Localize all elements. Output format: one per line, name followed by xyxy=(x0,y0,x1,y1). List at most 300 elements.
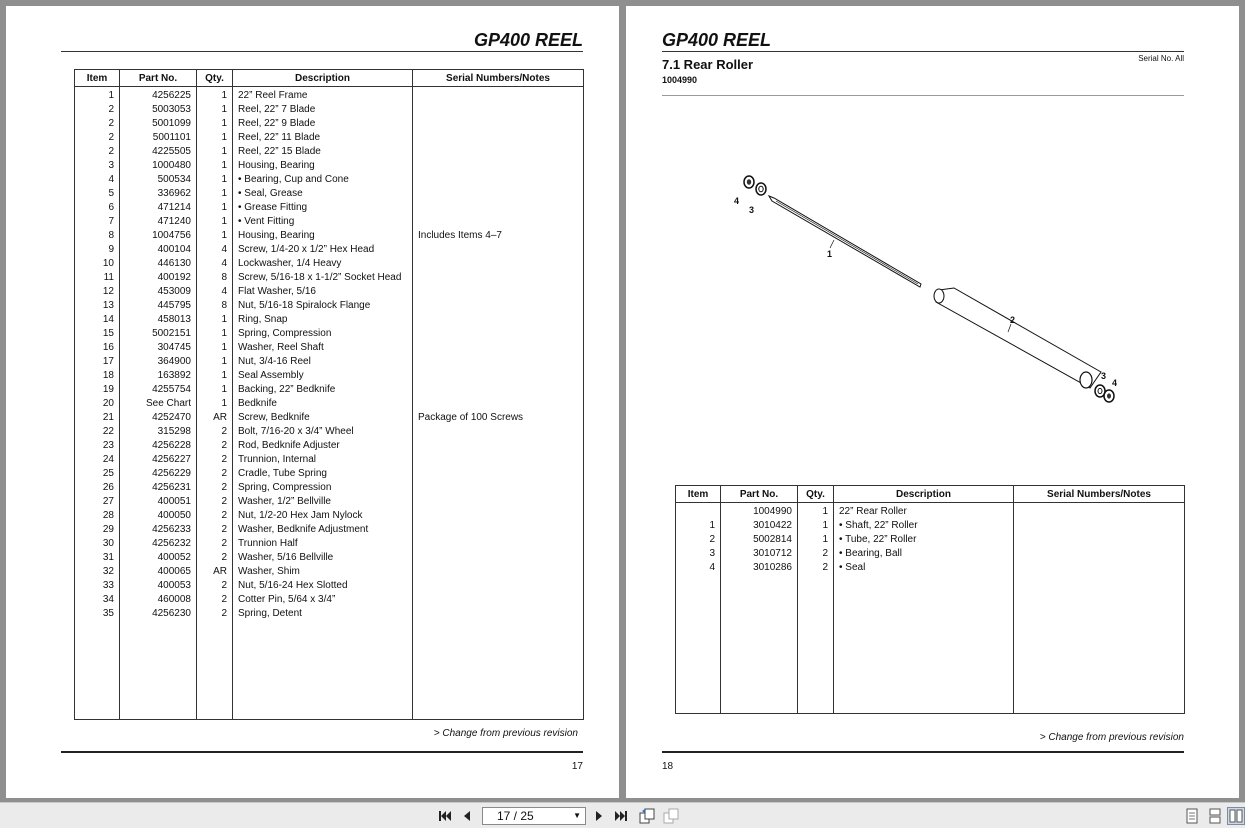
cell-serial-notes xyxy=(413,467,584,481)
next-page-icon xyxy=(594,810,604,822)
cell-qty: 1 xyxy=(197,327,233,341)
viewer-toolbar xyxy=(0,802,1245,828)
cell-qty: 2 xyxy=(197,453,233,467)
cell-part-no: 4256228 xyxy=(120,439,197,453)
cell-qty: 1 xyxy=(197,159,233,173)
next-page-button[interactable] xyxy=(590,807,608,825)
cell-description: Bolt, 7/16-20 x 3/4” Wheel xyxy=(233,425,413,439)
cell-part-no: 4256230 xyxy=(120,607,197,621)
cell-qty: 2 xyxy=(197,481,233,495)
cell-description: Bedknife xyxy=(233,397,413,411)
cell-part-no: 163892 xyxy=(120,369,197,383)
table-row xyxy=(75,509,584,523)
cell-serial-notes xyxy=(413,495,584,509)
cell-serial-notes xyxy=(413,341,584,355)
cell-part-no: 458013 xyxy=(120,313,197,327)
cell-serial-notes xyxy=(1014,547,1185,561)
cell-item: 25 xyxy=(75,467,120,481)
cell-description: Reel, 22” 9 Blade xyxy=(233,117,413,131)
cell-serial-notes xyxy=(1014,561,1185,575)
cell-part-no: 1000480 xyxy=(120,159,197,173)
filler-cell xyxy=(413,621,584,720)
cell-qty: 1 xyxy=(197,369,233,383)
cell-part-no: 471240 xyxy=(120,215,197,229)
column-header-item: Item xyxy=(75,70,120,87)
filler-cell xyxy=(120,621,197,720)
cell-item: 13 xyxy=(75,299,120,313)
column-header-description: Description xyxy=(834,486,1014,503)
cell-description: • Vent Fitting xyxy=(233,215,413,229)
cell-serial-notes xyxy=(413,299,584,313)
cell-item: 34 xyxy=(75,593,120,607)
column-header-serial-notes: Serial Numbers/Notes xyxy=(413,70,584,87)
cell-item: 2 xyxy=(75,117,120,131)
parts-table xyxy=(74,69,584,720)
two-page-icon xyxy=(1229,809,1243,823)
cell-description: Screw, 1/4-20 x 1/2” Hex Head xyxy=(233,243,413,257)
cell-serial-notes xyxy=(413,481,584,495)
cell-qty: 8 xyxy=(197,271,233,285)
section-rule xyxy=(662,95,1184,96)
cell-part-no: 3010286 xyxy=(721,561,798,575)
single-page-icon xyxy=(1186,808,1198,824)
cell-part-no: See Chart xyxy=(120,397,197,411)
cell-serial-notes xyxy=(413,159,584,173)
table-row xyxy=(75,495,584,509)
cell-part-no: 445795 xyxy=(120,299,197,313)
rear-roller-diagram xyxy=(726,166,1126,406)
cell-serial-notes xyxy=(413,87,584,104)
seal-part-hole xyxy=(747,179,751,185)
cell-serial-notes xyxy=(413,243,584,257)
copy-button[interactable] xyxy=(662,807,680,825)
cell-item: 17 xyxy=(75,355,120,369)
cell-description: Cotter Pin, 5/64 x 3/4” xyxy=(233,593,413,607)
footer-rule xyxy=(662,751,1184,753)
cell-item: 10 xyxy=(75,257,120,271)
table-row xyxy=(75,327,584,341)
table-row xyxy=(75,117,584,131)
cell-qty: 1 xyxy=(197,383,233,397)
section-title: 7.1 Rear Roller xyxy=(662,57,754,72)
cell-description: Reel, 22” 15 Blade xyxy=(233,145,413,159)
cell-qty: 2 xyxy=(197,523,233,537)
filler-cell xyxy=(1014,575,1185,714)
cell-description: • Shaft, 22” Roller xyxy=(834,519,1014,533)
rotate-icon xyxy=(639,808,655,824)
continuous-view-button[interactable] xyxy=(1206,807,1224,825)
prev-page-button[interactable] xyxy=(458,807,476,825)
cell-part-no: 500534 xyxy=(120,173,197,187)
cell-item: 31 xyxy=(75,551,120,565)
cell-description: Nut, 5/16-18 Spiralock Flange xyxy=(233,299,413,313)
cell-qty: 1 xyxy=(798,519,834,533)
continuous-icon xyxy=(1209,808,1221,824)
cell-item: 28 xyxy=(75,509,120,523)
cell-serial-notes xyxy=(413,551,584,565)
cell-part-no: 453009 xyxy=(120,285,197,299)
page-18 xyxy=(626,6,1239,798)
seal-part-2-hole xyxy=(1107,393,1111,398)
cell-part-no: 460008 xyxy=(120,593,197,607)
parts-table xyxy=(675,485,1185,714)
header-rule xyxy=(61,51,583,52)
prev-page-icon xyxy=(462,810,472,822)
cell-serial-notes xyxy=(413,607,584,621)
cell-part-no: 4256227 xyxy=(120,453,197,467)
cell-description: Reel, 22” 11 Blade xyxy=(233,131,413,145)
table-row xyxy=(75,411,584,425)
table-row xyxy=(75,257,584,271)
cell-part-no: 4225505 xyxy=(120,145,197,159)
cell-serial-notes xyxy=(413,397,584,411)
table-row xyxy=(75,467,584,481)
bearing-part-2-hole xyxy=(1098,388,1102,393)
table-row xyxy=(75,229,584,243)
cell-description: Nut, 5/16-24 Hex Slotted xyxy=(233,579,413,593)
cell-item: 1 xyxy=(676,519,721,533)
cell-item: 2 xyxy=(75,145,120,159)
cell-part-no: 4256225 xyxy=(120,87,197,104)
cell-description: Rod, Bedknife Adjuster xyxy=(233,439,413,453)
cell-item: 2 xyxy=(676,533,721,547)
cell-item: 22 xyxy=(75,425,120,439)
table-row xyxy=(75,187,584,201)
column-header-qty: Qty. xyxy=(197,70,233,87)
table-filler-row xyxy=(75,621,584,720)
two-page-view-button[interactable] xyxy=(1227,807,1245,825)
page-number: 17 xyxy=(571,761,583,772)
cell-description: Nut, 3/4-16 Reel xyxy=(233,355,413,369)
cell-description: Washer, 5/16 Bellville xyxy=(233,551,413,565)
cell-description: • Bearing, Ball xyxy=(834,547,1014,561)
table-row xyxy=(676,519,1185,533)
cell-part-no: 400050 xyxy=(120,509,197,523)
table-row xyxy=(75,355,584,369)
tube-end-left xyxy=(934,289,944,303)
cell-description: • Seal xyxy=(834,561,1014,575)
cell-part-no: 1004756 xyxy=(120,229,197,243)
table-row xyxy=(75,201,584,215)
cell-qty: 1 xyxy=(197,201,233,215)
table-row xyxy=(75,453,584,467)
cell-description: Washer, 1/2” Bellville xyxy=(233,495,413,509)
cell-serial-notes xyxy=(413,509,584,523)
table-row xyxy=(75,159,584,173)
page-selector[interactable] xyxy=(482,807,586,825)
page-indicator: 17 / 25 xyxy=(497,809,534,823)
cell-serial-notes xyxy=(413,593,584,607)
cell-part-no: 364900 xyxy=(120,355,197,369)
cell-part-no: 315298 xyxy=(120,425,197,439)
cell-part-no: 5001099 xyxy=(120,117,197,131)
table-row xyxy=(75,397,584,411)
cell-item: 4 xyxy=(676,561,721,575)
filler-cell xyxy=(75,621,120,720)
table-row xyxy=(75,481,584,495)
cell-part-no: 1004990 xyxy=(721,503,798,520)
cell-part-no: 3010422 xyxy=(721,519,798,533)
cell-serial-notes: Includes Items 4–7 xyxy=(413,229,584,243)
cell-serial-notes xyxy=(413,285,584,299)
cell-serial-notes xyxy=(413,369,584,383)
cell-part-no: 5002814 xyxy=(721,533,798,547)
filler-cell xyxy=(676,575,721,714)
callout-3-bottom: 3 xyxy=(1101,371,1107,381)
shaft-edge xyxy=(776,201,918,284)
bearing-part xyxy=(756,183,766,195)
bearing-part-hole xyxy=(759,186,763,192)
cell-item: 21 xyxy=(75,411,120,425)
filler-cell xyxy=(798,575,834,714)
cell-serial-notes xyxy=(413,103,584,117)
callout-1-leader xyxy=(830,240,834,248)
column-header-item: Item xyxy=(676,486,721,503)
tube-end-right xyxy=(1080,372,1092,388)
callout-3-top: 3 xyxy=(749,205,755,215)
cell-description: 22” Rear Roller xyxy=(834,503,1014,520)
cell-item: 9 xyxy=(75,243,120,257)
cell-serial-notes xyxy=(413,313,584,327)
cell-item: 11 xyxy=(75,271,120,285)
cell-description: Washer, Bedknife Adjustment xyxy=(233,523,413,537)
cell-part-no: 400065 xyxy=(120,565,197,579)
cell-part-no: 400053 xyxy=(120,579,197,593)
cell-serial-notes xyxy=(413,537,584,551)
cell-item: 20 xyxy=(75,397,120,411)
column-header-part-no: Part No. xyxy=(120,70,197,87)
table-row xyxy=(75,341,584,355)
table-row xyxy=(75,551,584,565)
cell-qty: 1 xyxy=(197,87,233,104)
cell-qty: 2 xyxy=(197,495,233,509)
cell-qty: 2 xyxy=(197,551,233,565)
cell-item: 1 xyxy=(75,87,120,104)
cell-part-no: 4255754 xyxy=(120,383,197,397)
filler-cell xyxy=(834,575,1014,714)
cell-item: 12 xyxy=(75,285,120,299)
cell-item: 6 xyxy=(75,201,120,215)
table-row xyxy=(75,131,584,145)
cell-description: Spring, Detent xyxy=(233,607,413,621)
table-row xyxy=(75,313,584,327)
table-filler-row xyxy=(676,575,1185,714)
cell-description: Ring, Snap xyxy=(233,313,413,327)
cell-part-no: 336962 xyxy=(120,187,197,201)
cell-qty: 2 xyxy=(798,547,834,561)
cell-description: Housing, Bearing xyxy=(233,229,413,243)
cell-serial-notes xyxy=(1014,533,1185,547)
table-row xyxy=(75,565,584,579)
cell-item: 2 xyxy=(75,103,120,117)
page-header-title: GP400 REEL xyxy=(662,30,772,50)
column-header-qty: Qty. xyxy=(798,486,834,503)
copy-icon xyxy=(663,808,679,824)
cell-item: 35 xyxy=(75,607,120,621)
cell-serial-notes xyxy=(413,257,584,271)
revision-footnote: > Change from previous revision xyxy=(1039,732,1184,743)
cell-qty: 1 xyxy=(798,503,834,520)
cell-part-no: 5001101 xyxy=(120,131,197,145)
cell-serial-notes xyxy=(413,579,584,593)
table-row xyxy=(75,145,584,159)
serial-note: Serial No. All xyxy=(1138,54,1184,63)
cell-description: Lockwasher, 1/4 Heavy xyxy=(233,257,413,271)
cell-item: 23 xyxy=(75,439,120,453)
rotate-button[interactable] xyxy=(638,807,656,825)
cell-part-no: 5002151 xyxy=(120,327,197,341)
last-page-icon xyxy=(614,810,628,822)
footer-rule xyxy=(61,751,583,753)
table-row xyxy=(75,523,584,537)
table-row xyxy=(75,173,584,187)
cell-description: Washer, Shim xyxy=(233,565,413,579)
cell-part-no: 4256232 xyxy=(120,537,197,551)
cell-qty: 2 xyxy=(197,425,233,439)
cell-qty: 2 xyxy=(197,509,233,523)
cell-part-no: 446130 xyxy=(120,257,197,271)
table-row xyxy=(676,547,1185,561)
single-page-view-button[interactable] xyxy=(1183,807,1201,825)
callout-4-bottom: 4 xyxy=(1112,378,1118,388)
cell-qty: 1 xyxy=(197,131,233,145)
column-header-part-no: Part No. xyxy=(721,486,798,503)
cell-description: Spring, Compression xyxy=(233,327,413,341)
cell-serial-notes xyxy=(413,439,584,453)
cell-description: Backing, 22” Bedknife xyxy=(233,383,413,397)
cell-qty: 4 xyxy=(197,257,233,271)
cell-serial-notes xyxy=(413,131,584,145)
callout-1: 1 xyxy=(827,249,833,259)
table-row xyxy=(75,439,584,453)
cell-qty: 1 xyxy=(197,187,233,201)
cell-serial-notes xyxy=(413,425,584,439)
cell-part-no: 400052 xyxy=(120,551,197,565)
first-page-button[interactable] xyxy=(436,807,454,825)
tube-part xyxy=(936,288,1101,388)
first-page-icon xyxy=(438,810,452,822)
cell-item: 2 xyxy=(75,131,120,145)
cell-item: 3 xyxy=(75,159,120,173)
cell-qty: 2 xyxy=(197,439,233,453)
header-rule xyxy=(662,51,1184,52)
cell-item: 19 xyxy=(75,383,120,397)
cell-item: 15 xyxy=(75,327,120,341)
cell-part-no: 5003053 xyxy=(120,103,197,117)
cell-item: 14 xyxy=(75,313,120,327)
filler-cell xyxy=(721,575,798,714)
cell-description: Trunnion, Internal xyxy=(233,453,413,467)
last-page-button[interactable] xyxy=(612,807,630,825)
cell-qty: 2 xyxy=(197,579,233,593)
column-header-serial-notes: Serial Numbers/Notes xyxy=(1014,486,1185,503)
page-header-title: GP400 REEL xyxy=(473,30,583,50)
cell-item: 18 xyxy=(75,369,120,383)
cell-item: 16 xyxy=(75,341,120,355)
cell-part-no: 3010712 xyxy=(721,547,798,561)
cell-description: Nut, 1/2-20 Hex Jam Nylock xyxy=(233,509,413,523)
cell-item xyxy=(676,503,721,520)
cell-serial-notes xyxy=(413,145,584,159)
column-header-description: Description xyxy=(233,70,413,87)
cell-part-no: 400192 xyxy=(120,271,197,285)
cell-qty: 2 xyxy=(197,537,233,551)
cell-serial-notes xyxy=(413,383,584,397)
cell-description: Washer, Reel Shaft xyxy=(233,341,413,355)
cell-qty: 1 xyxy=(197,229,233,243)
cell-description: • Tube, 22” Roller xyxy=(834,533,1014,547)
cell-serial-notes xyxy=(413,327,584,341)
cell-item: 24 xyxy=(75,453,120,467)
cell-description: • Seal, Grease xyxy=(233,187,413,201)
cell-part-no: 304745 xyxy=(120,341,197,355)
cell-description: 22” Reel Frame xyxy=(233,87,413,104)
revision-footnote: > Change from previous revision xyxy=(433,728,578,739)
cell-serial-notes xyxy=(413,215,584,229)
table-row xyxy=(75,243,584,257)
page-17 xyxy=(6,6,619,798)
page-number: 18 xyxy=(662,761,674,772)
cell-description: • Grease Fitting xyxy=(233,201,413,215)
table-row xyxy=(676,533,1185,547)
cell-item: 5 xyxy=(75,187,120,201)
table-header-row xyxy=(676,486,1185,503)
cell-qty: 1 xyxy=(197,103,233,117)
table-row xyxy=(75,369,584,383)
cell-item: 26 xyxy=(75,481,120,495)
cell-description: Housing, Bearing xyxy=(233,159,413,173)
cell-part-no: 4252470 xyxy=(120,411,197,425)
cell-description: Seal Assembly xyxy=(233,369,413,383)
cell-item: 4 xyxy=(75,173,120,187)
cell-serial-notes xyxy=(413,271,584,285)
table-row xyxy=(75,87,584,104)
cell-item: 33 xyxy=(75,579,120,593)
cell-qty: 1 xyxy=(197,341,233,355)
cell-serial-notes xyxy=(413,355,584,369)
cell-qty: 1 xyxy=(798,533,834,547)
cell-part-no: 400051 xyxy=(120,495,197,509)
cell-serial-notes xyxy=(413,117,584,131)
cell-serial-notes xyxy=(413,187,584,201)
filler-cell xyxy=(197,621,233,720)
table-row xyxy=(75,383,584,397)
cell-serial-notes xyxy=(413,173,584,187)
cell-qty: 1 xyxy=(197,313,233,327)
cell-qty: 1 xyxy=(197,355,233,369)
cell-part-no: 4256233 xyxy=(120,523,197,537)
cell-part-no: 4256229 xyxy=(120,467,197,481)
cell-serial-notes xyxy=(413,453,584,467)
cell-part-no: 4256231 xyxy=(120,481,197,495)
cell-description: Reel, 22” 7 Blade xyxy=(233,103,413,117)
table-row xyxy=(75,103,584,117)
table-row xyxy=(75,285,584,299)
cell-description: Trunnion Half xyxy=(233,537,413,551)
cell-qty: AR xyxy=(197,565,233,579)
cell-qty: 2 xyxy=(197,593,233,607)
callout-4-top: 4 xyxy=(734,196,740,206)
cell-description: Spring, Compression xyxy=(233,481,413,495)
cell-qty: 2 xyxy=(197,607,233,621)
cell-qty: AR xyxy=(197,411,233,425)
cell-item: 30 xyxy=(75,537,120,551)
table-row xyxy=(75,607,584,621)
cell-serial-notes: Package of 100 Screws xyxy=(413,411,584,425)
cell-description: Screw, Bedknife xyxy=(233,411,413,425)
section-part-number: 1004990 xyxy=(662,75,698,85)
cell-item: 27 xyxy=(75,495,120,509)
